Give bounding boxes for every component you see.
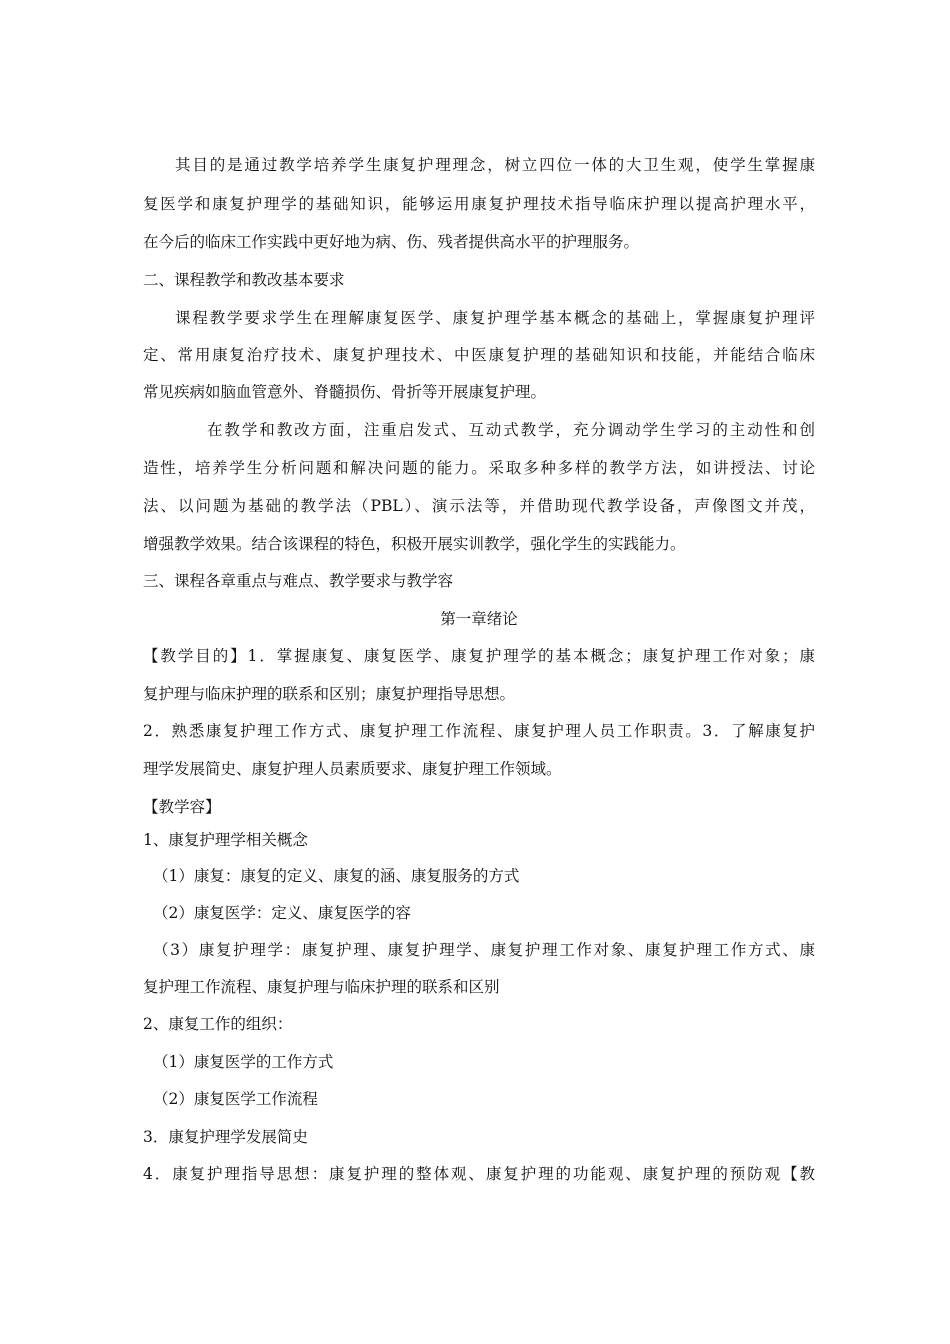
list-item: （2）康复医学：定义、康复医学的容 [153,904,411,922]
paragraph-line: 在今后的临床工作实践中更好地为病、伤、残者提供高水平的护理服务。 [143,233,640,251]
paragraph-line: 2．熟悉康复护理工作方式、康复护理工作流程、康复护理人员工作职责。3．了解康复护 [143,722,815,740]
paragraph-line: 复医学和康复护理学的基础知识，能够运用康复护理技术指导临床护理以提高护理水平， [143,195,815,213]
paragraph-line: 常见疾病如脑血管意外、脊髓损伤、骨折等开展康复护理。 [143,383,547,401]
list-item: （1）康复：康复的定义、康复的涵、康复服务的方式 [153,867,520,885]
list-item: （3）康复护理学：康复护理、康复护理学、康复护理工作对象、康复护理工作方式、康 [153,941,815,959]
list-item: 复护理工作流程、康复护理与临床护理的联系和区别 [143,978,500,996]
list-item: 4．康复护理指导思想：康复护理的整体观、康复护理的功能观、康复护理的预防观【教 [143,1165,815,1183]
chapter-title: 第一章绪论 [440,610,518,628]
content-heading: 【教学容】 [143,798,221,816]
paragraph-line: 定、常用康复治疗技术、康复护理技术、中医康复护理的基础知识和技能，并能结合临床 [143,346,815,364]
list-item: （1）康复医学的工作方式 [153,1053,334,1071]
paragraph-line: 【教学目的】1．掌握康复、康复医学、康复护理学的基本概念；康复护理工作对象；康 [143,647,815,665]
list-item: （2）康复医学工作流程 [153,1090,318,1108]
paragraph-line: 其目的是通过教学培养学生康复护理理念，树立四位一体的大卫生观，使学生掌握康 [175,156,815,174]
list-item: 3．康复护理学发展简史 [143,1128,308,1146]
list-item: 2、康复工作的组织： [143,1015,293,1033]
paragraph-line: 法、以问题为基础的教学法（PBL）、演示法等，并借助现代教学设备，声像图文并茂， [143,497,815,515]
paragraph-line: 在教学和教改方面，注重启发式、互动式教学，充分调动学生学习的主动性和创 [207,421,815,439]
section-heading: 三、课程各章重点与难点、教学要求与教学容 [143,572,454,590]
paragraph-line: 课程教学要求学生在理解康复医学、康复护理学基本概念的基础上，掌握康复护理评 [175,309,815,327]
paragraph-line: 造性，培养学生分析问题和解决问题的能力。采取多种多样的教学方法，如讲授法、讨论 [143,459,815,477]
paragraph-line: 复护理与临床护理的联系和区别；康复护理指导思想。 [143,685,516,703]
list-item: 1、康复护理学相关概念 [143,831,308,849]
paragraph-line: 增强教学效果。结合该课程的特色，积极开展实训教学，强化学生的实践能力。 [143,535,686,553]
paragraph-line: 理学发展简史、康复护理人员素质要求、康复护理工作领域。 [143,760,562,778]
section-heading: 二、课程教学和教改基本要求 [143,271,345,289]
